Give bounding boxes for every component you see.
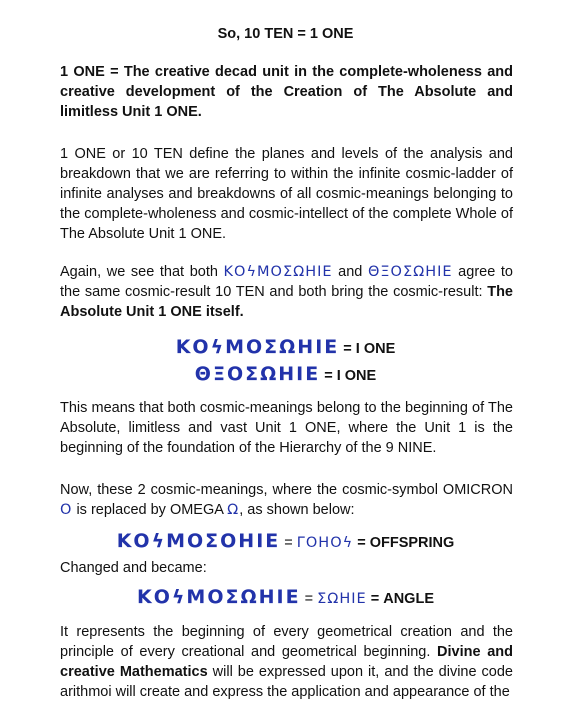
replacement-text-3: , as shown below: bbox=[239, 502, 355, 518]
omega-symbol: Ω bbox=[227, 502, 240, 518]
equation-3-equals-1: = bbox=[280, 535, 297, 551]
equation-4-equals-2: = bbox=[366, 591, 384, 607]
cosmic-symbol-word-1: ΚΟϟΜΟΣΩΗΙΕ bbox=[223, 264, 333, 280]
equation-1-symbol: ΚΟϟΜΟΣΩΗΙΕ bbox=[175, 336, 340, 358]
equation-1-value: I ONE bbox=[355, 341, 396, 357]
equation-1 bbox=[0, 336, 571, 358]
equation-2-value: I ONE bbox=[336, 368, 377, 384]
equation-2 bbox=[0, 363, 571, 385]
agreement-text-1: Again, we see that both bbox=[60, 264, 224, 280]
agreement-bold-result: The Absolute Unit 1 ONE itself. bbox=[60, 284, 513, 320]
equation-3-middle-symbol: ΓΟΗΟϟ bbox=[296, 535, 354, 551]
agreement-text-2: and bbox=[332, 264, 368, 280]
closing-bold-text: Divine and creative Mathematics bbox=[60, 644, 513, 680]
replacement-text-2: is replaced by OMEGA bbox=[72, 502, 228, 518]
equation-4 bbox=[0, 586, 571, 608]
agreement-paragraph bbox=[60, 262, 513, 322]
definition-bold-text: 1 ONE = The creative decad unit in the complete-wholeness and creative development of the Creation of The Absolute and limitless Unit 1 ONE. bbox=[60, 64, 513, 120]
equation-4-middle-symbol: ΣΩΗΙΕ bbox=[317, 591, 367, 607]
equation-4-equals-1: = bbox=[300, 591, 318, 607]
equation-2-equals: = bbox=[320, 368, 337, 384]
closing-text-1: It represents the beginning of every geometrical creation and the principle of every creational and geometrical beginning. bbox=[60, 624, 513, 660]
explanation-paragraph: 1 ONE or 10 TEN define the planes and levels of the analysis and breakdown that we are referring to within the infinite cosmic-ladder of infinite analyses and breakdowns of all cosmic-meanings belonging to the complete-wholeness and cosmic-intellect of the complete Whole of The Absolute Unit 1 ONE. bbox=[60, 146, 513, 242]
equation-4-value: ANGLE bbox=[383, 591, 434, 607]
replacement-paragraph bbox=[60, 480, 513, 520]
agreement-text-3: agree to the same cosmic-result 10 TEN and both bring the cosmic-result: bbox=[60, 264, 513, 300]
section-title: So, 10 TEN = 1 ONE bbox=[217, 26, 354, 42]
equation-3-equals-2: = bbox=[353, 535, 370, 551]
equation-3-value: OFFSPRING bbox=[369, 535, 455, 551]
cosmic-symbol-word-2: ΘΞΟΣΩΗΙΕ bbox=[367, 264, 453, 280]
definition-paragraph bbox=[60, 62, 513, 122]
replacement-text-1: Now, these 2 cosmic-meanings, where the cosmic-symbol OMICRON bbox=[60, 482, 513, 498]
changed-line: Changed and became: bbox=[60, 560, 207, 576]
closing-text-2: will be expressed upon it, and the divine code arithmoi will create and express the application and appearance of the bbox=[60, 664, 513, 700]
closing-paragraph bbox=[60, 622, 513, 702]
meaning-paragraph: This means that both cosmic-meanings belong to the beginning of The Absolute, limitless and vast Unit 1 ONE, where the Unit 1 is the beginning of the foundation of the Hierarchy of the 9 NINE. bbox=[60, 400, 513, 456]
equation-3-symbol: ΚΟϟΜΟΣΟΗΙΕ bbox=[116, 530, 281, 552]
equation-3 bbox=[0, 530, 571, 552]
equation-4-symbol: ΚΟϟΜΟΣΩΗΙΕ bbox=[137, 586, 301, 608]
equation-1-equals: = bbox=[339, 341, 356, 357]
omicron-symbol: O bbox=[60, 502, 73, 518]
equation-2-symbol: ΘΞΟΣΩΗΙΕ bbox=[194, 363, 321, 385]
